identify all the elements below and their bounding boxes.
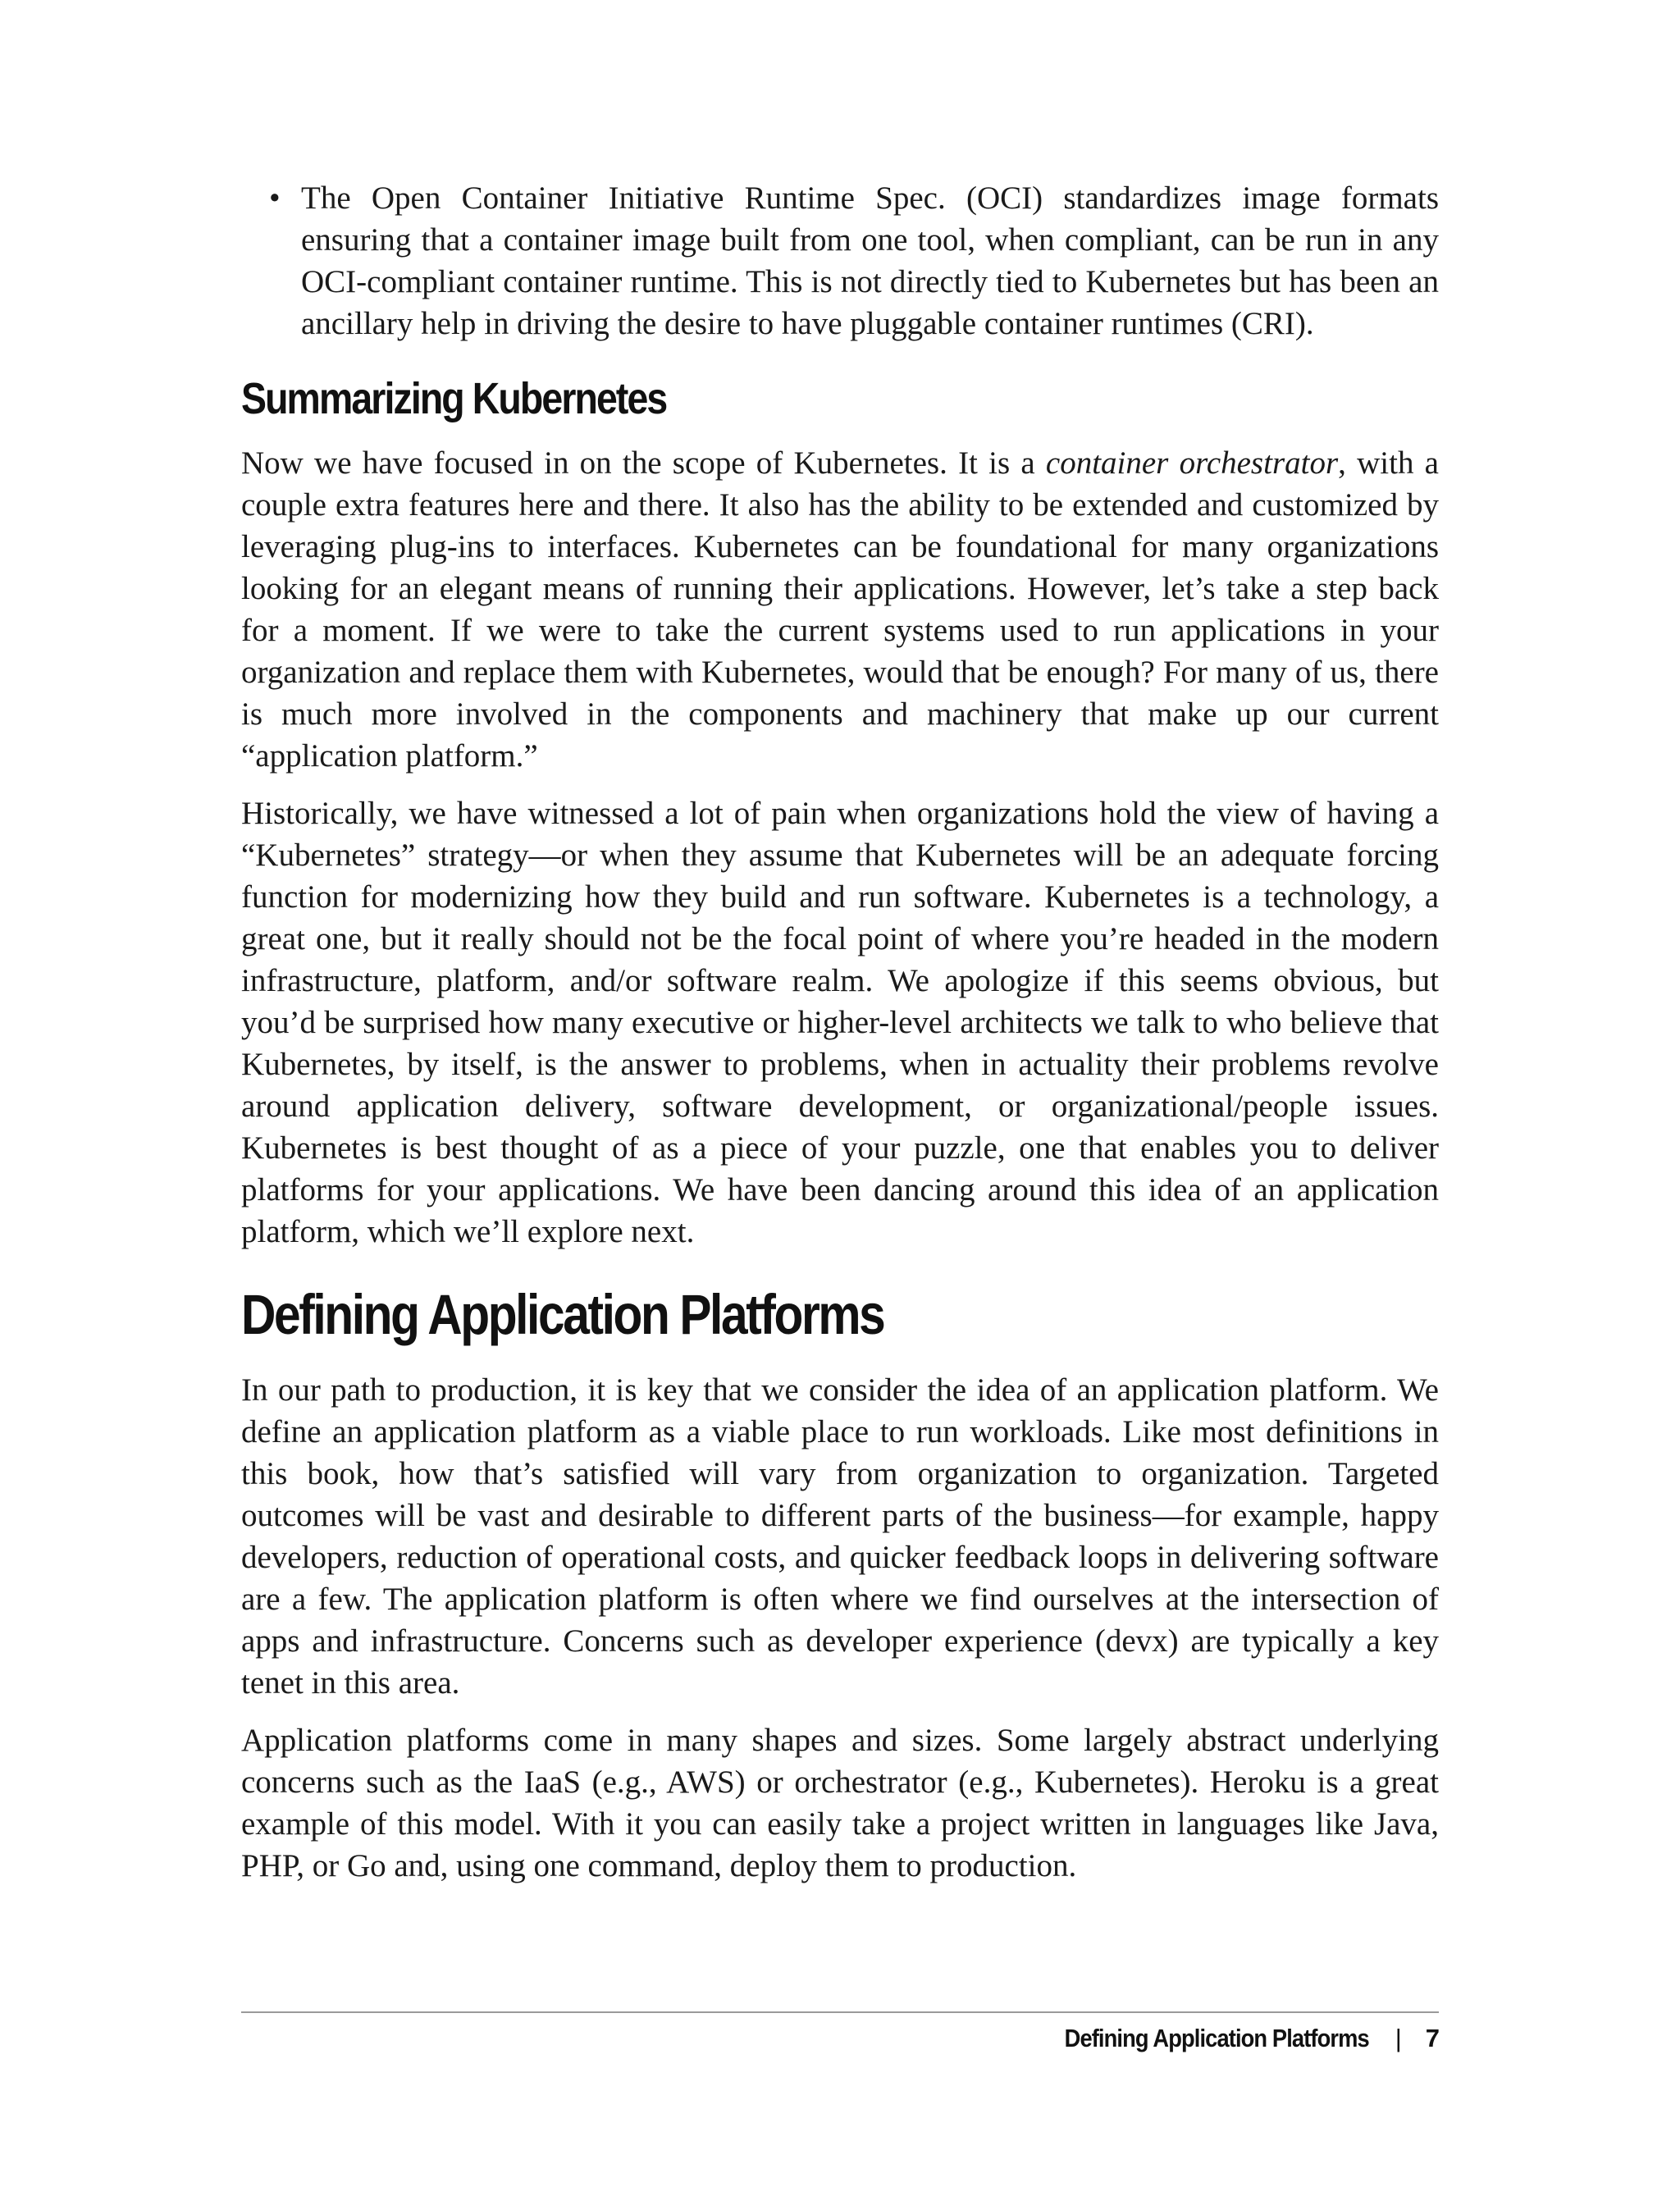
page-number: 7 — [1425, 2024, 1439, 2052]
bullet-list — [241, 177, 1439, 345]
page-footer — [1023, 2024, 1439, 2053]
paragraph-path-to-production: In our path to production, it is key that we consider the idea of an application platform. We define an application platform as a viable place to run workloads. Like most definitions in this book, how that’s satisfied will vary from organization to organization. Targeted outcomes will be vast and desirable to different parts of the business—for example, happy developers, reduction of operational costs, and quicker feedback loops in delivering software are a few. The application platform is often where we find ourselves at the intersection of apps and infrastructure. Concerns such as developer experience (devx) are typically a key tenet in this area. — [241, 1372, 1439, 1701]
section-heading-summarizing-kubernetes: Summarizing Kubernetes — [241, 374, 667, 423]
bullet-marker: • — [269, 180, 281, 216]
paragraph-historically: Historically, we have witnessed a lot of pain when organizations hold the view of having a “Kubernetes” strategy—or when they assume that Kubernetes will be an adequate forcing function for modernizing how they build and run software. Kubernetes is a technology, a great one, but it really should not be the focal point of where you’re headed in the modern infrastructure, platform, and/or software realm. We apologize if this seems obvious, but you’d be surprised how many executive or higher-level architects we talk to who believe that Kubernetes, by itself, is the answer to problems, when in actuality their problems revolve around application delivery, software development, or organizational/people issues. Kubernetes is best thought of as a piece of your puzzle, one that enables you to deliver platforms for your applications. We have been dancing around this idea of an application platform, which we’ll explore next. — [241, 796, 1439, 1249]
page-content — [241, 177, 1439, 1887]
bullet-item-oci — [241, 177, 1439, 345]
paragraph-text: , with a couple extra features here and there. It also has the ability to be extended and customized by leveraging plug-ins to interfaces. Kubernetes can be foundational for many organizations looking for an elegant means of running their applications. However, let’s take a step back for a moment. If we were to take the current systems used to run applications in your organization and replace them with Kubernetes, would that be enough? For many of us, there is much more involved in the components and machinery that make up our current “application platform.” — [241, 445, 1439, 774]
footer-separator: | — [1395, 2024, 1401, 2052]
paragraph-text: Now we have focused in on the scope of Kubernetes. It is a — [241, 445, 1046, 481]
emphasis-container-orchestrator: container orchestrator — [1045, 445, 1339, 481]
paragraph-shapes-and-sizes: Application platforms come in many shapes and sizes. Some largely abstract underlying concerns such as the IaaS (e.g., AWS) or orchestrator (e.g., Kubernetes). Heroku is a great example of this model. With it you can easily take a project written in languages like Java, PHP, or Go and, using one command, deploy them to production. — [241, 1723, 1439, 1883]
footer-divider — [241, 2011, 1439, 2013]
section-heading-defining-application-platforms: Defining Application Platforms — [241, 1283, 884, 1346]
running-footer-title: Defining Application Platforms — [1064, 2024, 1369, 2052]
bullet-text: The Open Container Initiative Runtime Spec. (OCI) standardizes image formats ensuring that a container image built from one tool, when compliant, can be run in any OCI-compliant container runtime. This is not directly tied to Kubernetes but has been an ancillary help in driving the desire to have pluggable container runtimes (CRI). — [301, 180, 1439, 341]
paragraph-scope-of-kubernetes — [241, 442, 1439, 777]
